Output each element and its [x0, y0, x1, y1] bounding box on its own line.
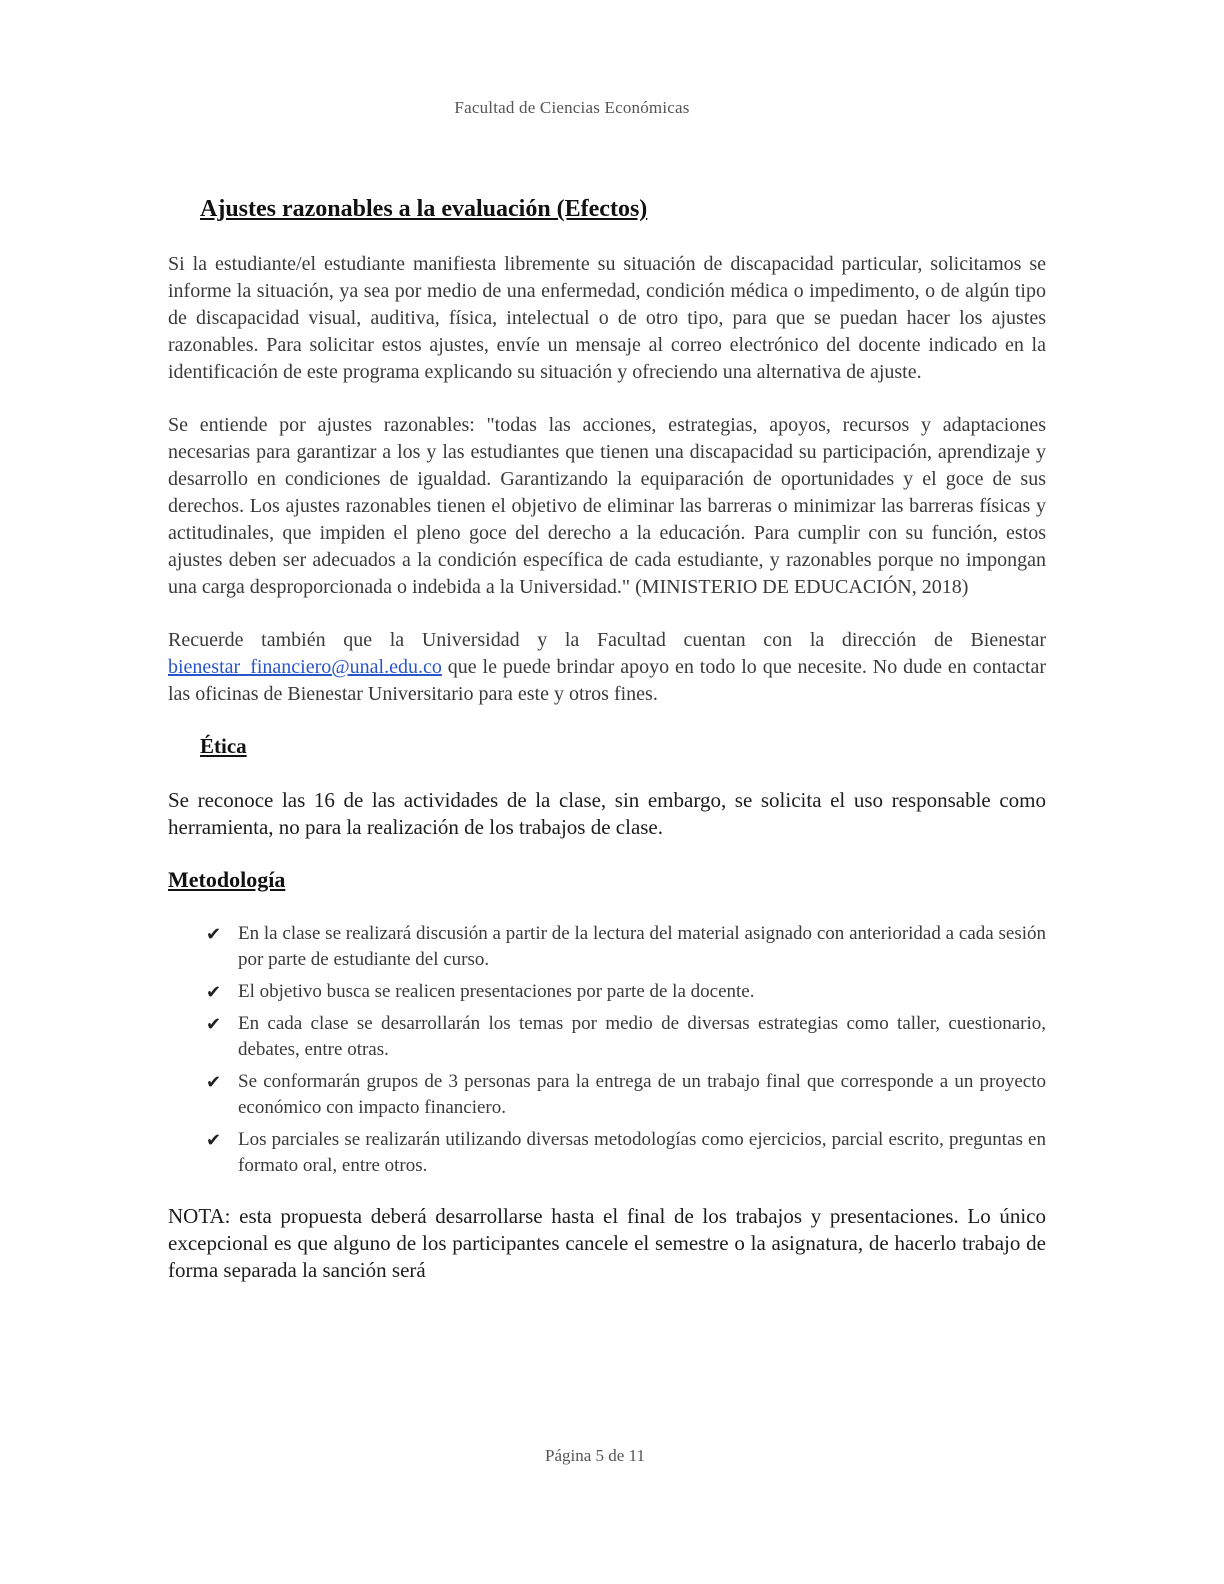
methodology-item — [206, 1127, 1046, 1179]
adjustments-paragraph-3-before: Recuerde también que la Universidad y la Facultad cuentan con la dirección de Bienestar — [168, 629, 1046, 651]
checkmark-icon: ✔ — [206, 924, 222, 944]
checkmark-icon: ✔ — [206, 1072, 222, 1092]
methodology-item-text: En la clase se realizará discusión a partir de la lectura del material asignado con anterioridad a cada sesión por parte de estudiante del curso. — [238, 923, 1046, 970]
note-paragraph: NOTA: esta propuesta deberá desarrollarse hasta el final de los trabajos y presentaciones. Lo único excepcional es que alguno de los participantes cancele el semestre o la asignatura, de hacerlo trabajo de forma separada la sanción será — [168, 1204, 1046, 1282]
methodology-item-text: Los parciales se realizarán utilizando diversas metodologías como ejercicios, parcial escrito, preguntas en formato oral, entre otros. — [238, 1129, 1046, 1176]
methodology-item-text: El objetivo busca se realicen presentaciones por parte de la docente. — [238, 981, 755, 1002]
page-footer: Página 5 de 11 — [545, 1446, 645, 1465]
adjustments-paragraph-3-after: que le puede brindar apoyo en todo lo que necesite. No dude en contactar las oficinas de Bienestar Universitario para este y otros fines. — [168, 656, 1046, 705]
methodology-item-text: Se conformarán grupos de 3 personas para la entrega de un trabajo final que corresponde a un proyecto económico con impacto financiero. — [238, 1071, 1046, 1118]
methodology-item — [206, 921, 1046, 973]
running-header: Facultad de Ciencias Económicas — [454, 98, 690, 117]
checkmark-icon: ✔ — [206, 1130, 222, 1150]
adjustments-paragraph-2: Se entiende por ajustes razonables: "todas las acciones, estrategias, apoyos, recursos y adaptaciones necesarias para garantizar a los y las estudiantes que tienen una discapacidad su participación, aprendizaje y desarrollo en condiciones de igualdad. Garantizando la equiparación de oportunidades y el goce de sus derechos. Los ajustes razonables tienen el objetivo de eliminar las barreras o minimizar las barreras físicas y actitudinales, que impiden el pleno goce del derecho a la educación. Para cumplir con su función, estos ajustes deben ser adecuados a la condición específica de cada estudiante, y razonables porque no impongan una carga desproporcionada o indebida a la Universidad." (MINISTERIO DE EDUCACIÓN, 2018) — [168, 414, 1046, 598]
methodology-heading: Metodología — [168, 867, 286, 892]
page-content — [168, 196, 1046, 1310]
ethics-heading: Ética — [200, 734, 247, 758]
methodology-item — [206, 1011, 1046, 1063]
adjustments-heading: Ajustes razonables a la evaluación (Efectos) — [200, 196, 648, 222]
adjustments-paragraph-3 — [168, 627, 1046, 708]
checkmark-icon: ✔ — [206, 1014, 222, 1034]
methodology-item-text: En cada clase se desarrollarán los temas por medio de diversas estrategias como taller, cuestionario, debates, entre otras. — [238, 1013, 1046, 1060]
methodology-item — [206, 1069, 1046, 1121]
methodology-list — [168, 921, 1046, 1179]
methodology-item — [206, 979, 1046, 1005]
bienestar-email-link[interactable]: bienestar_financiero@unal.edu.co — [168, 656, 442, 678]
adjustments-paragraph-1: Si la estudiante/el estudiante manifiesta libremente su situación de discapacidad particular, solicitamos se informe la situación, ya sea por medio de una enfermedad, condición médica o impedimento, o de algún tipo de discapacidad visual, auditiva, física, intelectual o de otro tipo, para que se puedan hacer los ajustes razonables. Para solicitar estos ajustes, envíe un mensaje al correo electrónico del docente indicado en la identificación de este programa explicando su situación y ofreciendo una alternativa de ajuste. — [168, 253, 1046, 383]
checkmark-icon: ✔ — [206, 982, 222, 1002]
ethics-paragraph: Se reconoce las 16 de las actividades de la clase, sin embargo, se solicita el uso responsable como herramienta, no para la realización de los trabajos de clase. — [168, 788, 1046, 839]
